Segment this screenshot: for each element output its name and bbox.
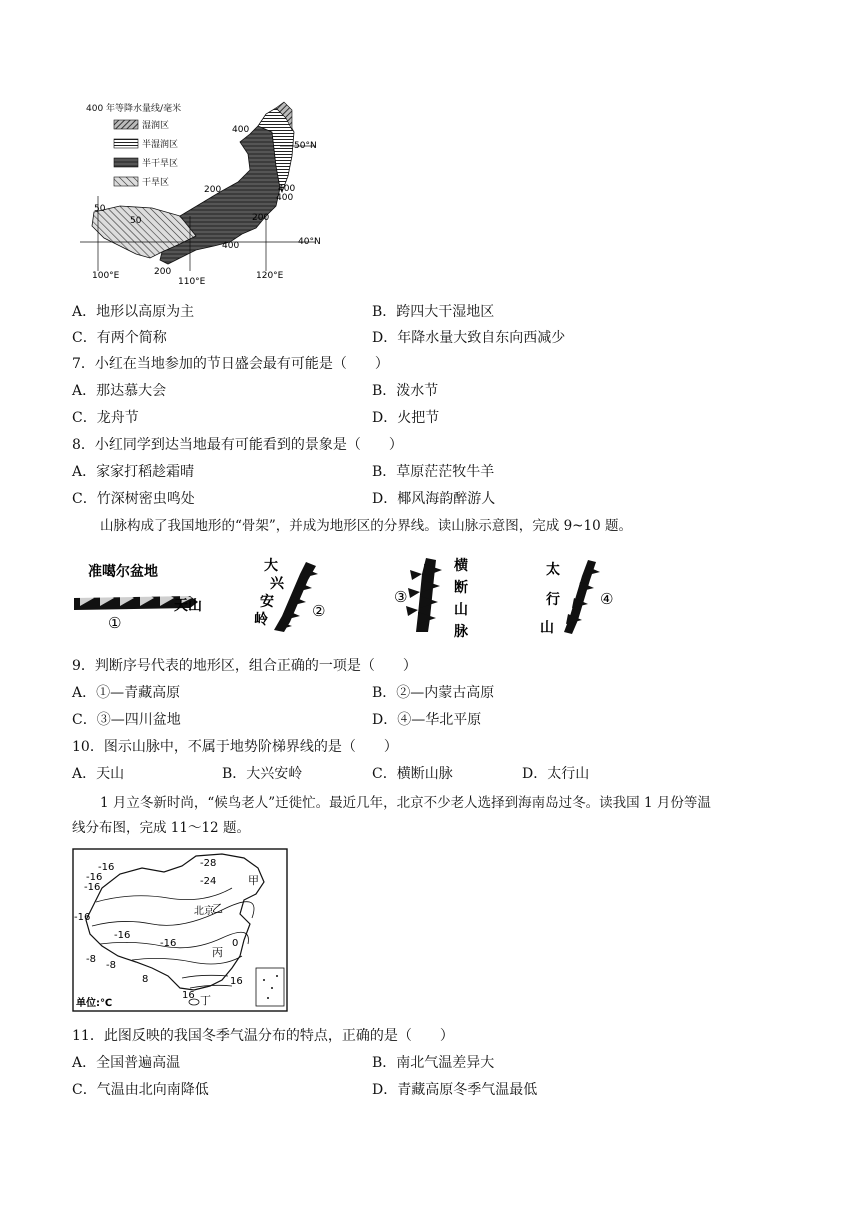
- q6-option-a: A．地形以高原为主: [72, 304, 195, 320]
- mountain-4-char: 太: [546, 562, 560, 578]
- isotherm-map: [72, 848, 288, 1012]
- isoline-label: 50: [94, 204, 106, 214]
- mountain-4-char: 山: [540, 620, 554, 636]
- q8-option-c: C．竹深树密虫鸣处: [72, 491, 195, 507]
- place-label: 北京: [194, 906, 214, 917]
- q9-option-b: B．②—内蒙古高原: [372, 685, 495, 701]
- lon-label: 110°E: [178, 277, 206, 287]
- q7-option-a: A．那达慕大会: [72, 383, 167, 399]
- isoline-label: 200: [154, 267, 172, 277]
- mountain-2-number: ②: [312, 602, 326, 620]
- isotherm-label: -16: [98, 862, 115, 873]
- q10-option-a: A．天山: [72, 766, 125, 782]
- q11-option-a: A．全国普遍高温: [72, 1055, 181, 1071]
- q8-option-a: A．家家打稻趁霜晴: [72, 464, 195, 480]
- isoline-label: 400: [232, 125, 250, 135]
- mountain-3-char: 山: [454, 602, 468, 618]
- isotherm-label: 8: [142, 974, 149, 985]
- mountain-2-char: 岭: [254, 612, 268, 628]
- lon-label: 100°E: [92, 271, 120, 281]
- q6-option-b: B．跨四大干湿地区: [372, 304, 495, 320]
- q7-option-b: B．泼水节: [372, 383, 439, 399]
- q7-option-c: C．龙舟节: [72, 410, 139, 426]
- place-label: 丁: [200, 994, 211, 1007]
- q9-option-d: D．④—华北平原: [372, 712, 482, 728]
- legend-swatch-arid: [114, 177, 138, 186]
- mountain-figures: [70, 548, 670, 648]
- isotherm-label: -16: [160, 938, 177, 949]
- legend-swatch-semiarid: [114, 158, 138, 167]
- isoline-label: 200: [204, 185, 222, 195]
- legend-label: 干旱区: [142, 178, 170, 188]
- q10-option-c: C．横断山脉: [372, 766, 453, 782]
- q11-option-d: D．青藏高原冬季气温最低: [372, 1082, 538, 1098]
- isotherm-label: -8: [106, 960, 116, 971]
- intro-11-12-line1: 1 月立冬新时尚，“候鸟老人”迁徙忙。最近几年，北京不少老人选择到海南岛过冬。读我国 1 月份等温: [100, 795, 711, 811]
- q8-stem: 8．小红同学到达当地最有可能看到的景象是（ ）: [72, 437, 403, 453]
- q9-option-c: C．③—四川盆地: [72, 712, 181, 728]
- mountain-3-char: 断: [454, 580, 468, 596]
- isotherm-label: -8: [86, 954, 96, 965]
- mountain-3-char: 横: [454, 558, 468, 574]
- mountain-1-basin: 准噶尔盆地: [88, 564, 158, 580]
- mountain-2-char: 兴: [270, 576, 284, 592]
- isotherm-label: -28: [200, 858, 217, 869]
- mountain-4-range: [564, 560, 600, 634]
- q8-option-d: D．椰风海韵醉游人: [372, 491, 496, 507]
- mountain-1-name: 天山: [174, 598, 202, 614]
- isoline-label: 50: [130, 216, 142, 226]
- q10-stem: 10．图示山脉中，不属于地势阶梯界线的是（ ）: [72, 739, 398, 755]
- legend-label: 半湿润区: [142, 140, 179, 150]
- isotherm-label: -16: [74, 912, 91, 923]
- intro-11-12-line2: 线分布图，完成 11～12 题。: [72, 820, 250, 836]
- isotherm-label: -24: [200, 876, 217, 887]
- q6-option-c: C．有两个简称: [72, 330, 167, 346]
- q6-option-d: D．年降水量大致自东向西减少: [372, 330, 566, 346]
- place-label: 丙: [212, 946, 223, 959]
- place-label: 乙: [212, 902, 223, 915]
- isoline-label: 400: [222, 241, 240, 251]
- q7-option-d: D．火把节: [372, 410, 440, 426]
- lat-label: 50°N: [294, 141, 317, 151]
- isotherm-label: -16: [114, 930, 131, 941]
- legend-label: 半干旱区: [142, 159, 179, 169]
- isoline-label: 400: [276, 193, 294, 203]
- legend-title: 400 年等降水量线/毫米: [86, 104, 182, 114]
- q8-option-b: B．草原茫茫牧牛羊: [372, 464, 495, 480]
- isoline-label: 400: [278, 184, 296, 194]
- q7-stem: 7．小红在当地参加的节日盛会最有可能是（ ）: [72, 356, 389, 372]
- precipitation-map: [80, 96, 321, 288]
- mountain-1-number: ①: [108, 614, 122, 632]
- q10-option-b: B．大兴安岭: [222, 766, 303, 782]
- q11-option-b: B．南北气温差异大: [372, 1055, 495, 1071]
- q10-option-d: D．太行山: [522, 766, 590, 782]
- intro-9-10: 山脉构成了我国地形的“骨架”，并成为地形区的分界线。读山脉示意图，完成 9~10 题。: [100, 518, 632, 534]
- legend-swatch-humid: [114, 120, 138, 129]
- q11-stem: 11．此图反映的我国冬季气温分布的特点，正确的是（ ）: [72, 1028, 454, 1044]
- isotherm-label: 16: [182, 990, 195, 1001]
- q9-stem: 9．判断序号代表的地形区，组合正确的一项是（ ）: [72, 658, 417, 674]
- lon-label: 120°E: [256, 271, 284, 281]
- legend-swatch-subhumid: [114, 139, 138, 148]
- mountain-2-char: 安: [260, 594, 274, 610]
- legend-label: 湿润区: [142, 121, 170, 131]
- mountain-4-char: 行: [546, 592, 560, 608]
- place-label: 甲: [248, 874, 259, 887]
- mountain-3-char: 脉: [454, 624, 468, 640]
- mountain-3-number: ③: [394, 588, 408, 606]
- isotherm-label: 16: [230, 976, 243, 987]
- mountain-2-range: [274, 562, 318, 632]
- isotherm-label: -16: [86, 872, 103, 883]
- mountain-3-range: [406, 558, 442, 632]
- mountain-2-char: 大: [264, 558, 278, 574]
- isotherm-label: -16: [84, 882, 101, 893]
- lat-label: 40°N: [298, 237, 321, 247]
- q9-option-a: A．①—青藏高原: [72, 685, 181, 701]
- isoline-label: 200: [252, 213, 270, 223]
- isotherm-label: 0: [232, 938, 239, 949]
- q11-option-c: C．气温由北向南降低: [72, 1082, 209, 1098]
- map-unit: 单位:℃: [76, 998, 113, 1009]
- mountain-4-number: ④: [600, 590, 614, 608]
